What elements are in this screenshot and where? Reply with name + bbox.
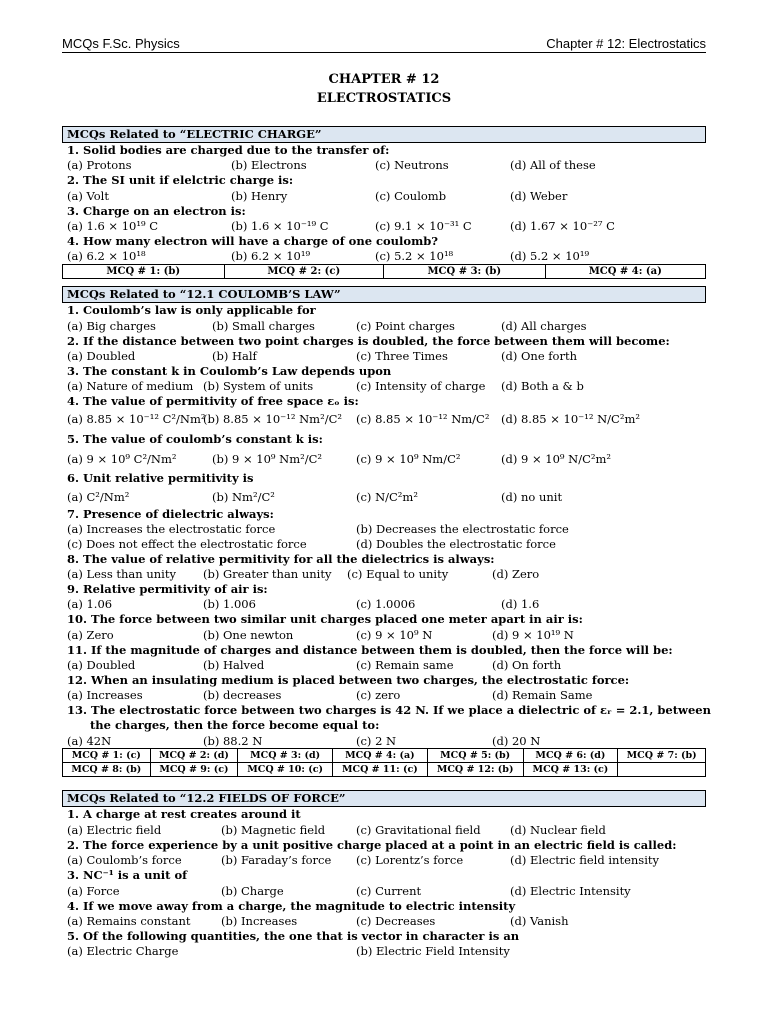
option: (c) Gravitational field [356, 823, 481, 837]
option: (b) Electric Field Intensity [356, 944, 510, 958]
option: (c) Three Times [356, 349, 448, 363]
option: (d) 1.67 × 10⁻²⁷ C [510, 219, 615, 233]
header-right: Chapter # 12: Electrostatics [546, 36, 706, 51]
answer-cell: MCQ # 7: (b) [618, 749, 706, 763]
option: (a) Remains constant [67, 914, 191, 928]
option: (c) 2 N [356, 734, 397, 748]
option: (a) 1.06 [67, 597, 113, 611]
option: (b) 8.85 × 10⁻¹² Nm²/C² [203, 412, 342, 426]
question: 3. Charge on an electron is: [67, 204, 246, 218]
answer-cell: MCQ # 13: (c) [523, 763, 618, 777]
option: (a) 6.2 × 10¹⁸ [67, 249, 146, 263]
question-continuation: the charges, then the force become equal to: [90, 718, 380, 732]
answer-cell: MCQ # 11: (c) [333, 763, 428, 777]
option: (c) Lorentz’s force [356, 853, 464, 867]
option: (b) Increases [221, 914, 298, 928]
question: 1. A charge at rest creates around it [67, 807, 301, 821]
answer-cell: MCQ # 1: (b) [63, 265, 225, 279]
option: (d) 9 × 10⁹ N/C²m² [501, 452, 612, 466]
option: (d) Doubles the electrostatic force [356, 537, 556, 551]
answer-cell: MCQ # 3: (b) [384, 265, 546, 279]
answer-cell: MCQ # 6: (d) [523, 749, 618, 763]
option: (a) Electric Charge [67, 944, 179, 958]
option: (c) Intensity of charge [356, 379, 486, 393]
option: (c) N/C²m² [356, 490, 418, 504]
option: (b) 88.2 N [203, 734, 263, 748]
question: 4. How many electron will have a charge of one coulomb? [67, 234, 439, 248]
section-heading: MCQs Related to “12.2 FIELDS OF FORCE” [62, 790, 706, 807]
question: 3. The constant k in Coulomb’s Law depends upon [67, 364, 392, 378]
option: (d) Remain Same [492, 688, 593, 702]
option: (a) C²/Nm² [67, 490, 130, 504]
question: 8. The value of relative permitivity for all the dielectrics is always: [67, 552, 495, 566]
option: (c) 5.2 × 10¹⁸ [375, 249, 454, 263]
option: (a) Coulomb’s force [67, 853, 182, 867]
option: (d) One forth [501, 349, 577, 363]
option: (d) Nuclear field [510, 823, 606, 837]
option: (a) 8.85 × 10⁻¹² C²/Nm² [67, 412, 206, 426]
section-heading: MCQs Related to “12.1 COULOMB’S LAW” [62, 286, 706, 303]
option: (a) Protons [67, 158, 132, 172]
question: 10. The force between two similar unit charges placed one meter apart in air is: [67, 612, 583, 626]
option: (c) 1.0006 [356, 597, 416, 611]
question: 12. When an insulating medium is placed between two charges, the electrostatic force: [67, 673, 630, 687]
question: 5. The value of coulomb’s constant k is: [67, 432, 323, 446]
option: (d) Zero [492, 567, 540, 581]
chapter-number: CHAPTER # 12 [328, 72, 440, 87]
answer-cell: MCQ # 12: (b) [427, 763, 523, 777]
answer-cell: MCQ # 4: (a) [333, 749, 428, 763]
question: 2. The force experience by a unit positive charge placed at a point in an electric field is called: [67, 838, 677, 852]
option: (c) 8.85 × 10⁻¹² Nm/C² [356, 412, 490, 426]
option: (c) Does not effect the electrostatic force [67, 537, 307, 551]
option: (c) zero [356, 688, 401, 702]
option: (d) Weber [510, 189, 568, 203]
option: (b) 6.2 × 10¹⁹ [231, 249, 311, 263]
option: (c) 9.1 × 10⁻³¹ C [375, 219, 472, 233]
option: (b) 9 × 10⁹ Nm²/C² [212, 452, 323, 466]
option: (b) Magnetic field [221, 823, 326, 837]
question: 7. Presence of dielectric always: [67, 507, 274, 521]
option: (a) 1.6 × 10¹⁹ C [67, 219, 159, 233]
answer-cell: MCQ # 5: (b) [427, 749, 523, 763]
option: (a) 42N [67, 734, 112, 748]
answer-key-table [62, 748, 706, 777]
option: (c) Coulomb [375, 189, 447, 203]
option: (b) One newton [203, 628, 294, 642]
question: 6. Unit relative permitivity is [67, 471, 254, 485]
option: (c) 9 × 10⁹ Nm/C² [356, 452, 461, 466]
header-left: MCQs F.Sc. Physics [62, 36, 180, 51]
question: 4. If we move away from a charge, the magnitude to electric intensity [67, 899, 516, 913]
option: (a) Volt [67, 189, 109, 203]
option: (b) Small charges [212, 319, 315, 333]
option: (b) Half [212, 349, 257, 363]
option: (b) Decreases the electrostatic force [356, 522, 569, 536]
option: (b) Greater than unity [203, 567, 332, 581]
question: 13. The electrostatic force between two charges is 42 N. If we place a dielectric of εᵣ = 2.1, between [67, 703, 711, 717]
option: (c) Equal to unity [347, 567, 449, 581]
option: (c) Decreases [356, 914, 436, 928]
running-header [62, 34, 706, 53]
option: (a) Zero [67, 628, 114, 642]
option: (d) Electric Intensity [510, 884, 631, 898]
option: (d) 8.85 × 10⁻¹² N/C²m² [501, 412, 640, 426]
option: (b) decreases [203, 688, 282, 702]
option: (d) 1.6 [501, 597, 540, 611]
question: 11. If the magnitude of charges and distance between them is doubled, then the force will be: [67, 643, 673, 657]
option: (d) Both a & b [501, 379, 584, 393]
option: (a) 9 × 10⁹ C²/Nm² [67, 452, 177, 466]
option: (d) Vanish [510, 914, 569, 928]
option: (d) Electric field intensity [510, 853, 659, 867]
question: 1. Coulomb’s law is only applicable for [67, 303, 316, 317]
option: (a) Increases [67, 688, 143, 702]
question: 9. Relative permitivity of air is: [67, 582, 268, 596]
option: (d) All charges [501, 319, 587, 333]
answer-cell [618, 763, 706, 777]
option: (b) Electrons [231, 158, 307, 172]
option: (a) Less than unity [67, 567, 176, 581]
option: (c) Neutrons [375, 158, 449, 172]
option: (d) no unit [501, 490, 563, 504]
option: (c) Point charges [356, 319, 455, 333]
chapter-title: ELECTROSTATICS [316, 91, 452, 106]
option: (d) 5.2 × 10¹⁹ [510, 249, 590, 263]
option: (b) 1.006 [203, 597, 256, 611]
option: (d) 20 N [492, 734, 541, 748]
option: (a) Force [67, 884, 120, 898]
option: (b) Henry [231, 189, 288, 203]
question: 3. NC⁻¹ is a unit of [67, 868, 188, 882]
option: (d) 9 × 10¹⁹ N [492, 628, 574, 642]
option: (b) Charge [221, 884, 284, 898]
answer-key-table [62, 264, 706, 279]
option: (d) All of these [510, 158, 596, 172]
question: 5. Of the following quantities, the one that is vector in character is an [67, 929, 520, 943]
answer-cell: MCQ # 1: (c) [63, 749, 151, 763]
answer-cell: MCQ # 3: (d) [238, 749, 333, 763]
option: (c) Remain same [356, 658, 454, 672]
question: 2. The SI unit if elelctric charge is: [67, 173, 294, 187]
option: (a) Big charges [67, 319, 156, 333]
answer-cell: MCQ # 8: (b) [63, 763, 151, 777]
question: 2. If the distance between two point charges is doubled, the force between them will become: [67, 334, 670, 348]
answer-cell: MCQ # 4: (a) [545, 265, 705, 279]
option: (b) Nm²/C² [212, 490, 275, 504]
answer-cell: MCQ # 9: (c) [150, 763, 238, 777]
option: (a) Doubled [67, 349, 136, 363]
option: (d) On forth [492, 658, 562, 672]
option: (b) Faraday’s force [221, 853, 332, 867]
option: (b) 1.6 × 10⁻¹⁹ C [231, 219, 329, 233]
answer-cell: MCQ # 10: (c) [238, 763, 333, 777]
option: (a) Increases the electrostatic force [67, 522, 276, 536]
answer-cell: MCQ # 2: (c) [224, 265, 384, 279]
question: 1. Solid bodies are charged due to the transfer of: [67, 143, 390, 157]
section-heading: MCQs Related to “ELECTRIC CHARGE” [62, 126, 706, 143]
option: (a) Nature of medium [67, 379, 194, 393]
option: (c) 9 × 10⁹ N [356, 628, 433, 642]
option: (b) Halved [203, 658, 265, 672]
answer-cell: MCQ # 2: (d) [150, 749, 238, 763]
question: 4. The value of permitivity of free space εₒ is: [67, 394, 359, 408]
option: (a) Electric field [67, 823, 162, 837]
option: (a) Doubled [67, 658, 136, 672]
option: (c) Current [356, 884, 422, 898]
option: (b) System of units [203, 379, 314, 393]
